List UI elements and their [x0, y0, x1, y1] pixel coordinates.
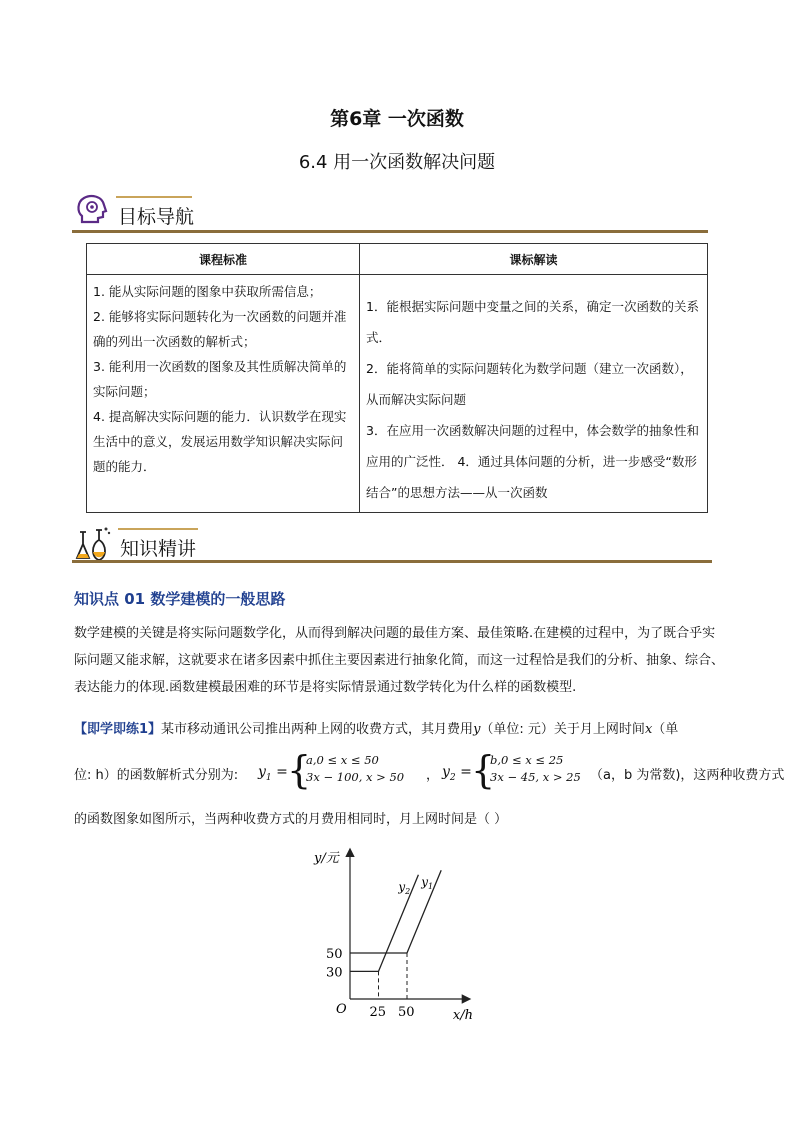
y-tick-label: 30 — [326, 965, 343, 981]
list-item: 2．能将简单的实际问题转化为数学问题（建立一次函数），从而解决实际问题 — [366, 361, 693, 407]
list-item: 1．能根据实际问题中变量之间的关系，确定一次函数的关系式． — [366, 299, 699, 345]
standards-left-cell — [87, 275, 360, 513]
list-item: 2. 能够将实际问题转化为一次函数的问题并准确的列出一次函数的解析式； — [93, 309, 347, 349]
knowledge-paragraph: 数学建模的关键是将实际问题数学化，从而得到解决问题的最佳方案、最佳策略.在建模的过程中，为了既合乎实际问题又能求解，这就要求在诸多因素中抓住主要因素进行抽象化简，而这一过程恰是我们的分析、抽象、综合、表达能力的体现.函数建模最困难的环节是将实际情景通过数学转化为什么样的函数模型. — [74, 626, 725, 695]
list-item: 1. 能从实际问题的图象中获取所需信息； — [93, 284, 322, 299]
flask-lab-icon — [74, 524, 114, 564]
origin-label: O — [336, 1002, 347, 1017]
y2-label: $y_2$ = — [442, 764, 472, 783]
banner-knowledge-label: 知识精讲 — [120, 538, 197, 560]
x-tick-label: 25 — [369, 1005, 387, 1020]
standards-table — [86, 243, 708, 513]
exercise-line-3: 的函数图象如图所示，当两种收费方式的月费用相同时，月上网时间是（ ） — [74, 812, 508, 827]
table-header-interpretation: 课标解读 — [360, 244, 708, 275]
fee-chart — [300, 842, 500, 1032]
series-label-y2: $y_2$ — [398, 879, 411, 896]
y-tick-label: 50 — [326, 947, 343, 962]
banner-goal-label: 目标导航 — [118, 206, 195, 228]
list-item: 4. 提高解决实际问题的能力．认识数学在现实生活中的意义，发展运用数学知识解决实际问题的能力． — [93, 409, 347, 474]
standards-right-cell — [360, 275, 708, 513]
exercise-tag: 【即学即练1】 — [74, 722, 162, 737]
list-item: 3. 能利用一次函数的图象及其性质解决简单的实际问题； — [93, 359, 347, 399]
x-tick-label: 50 — [398, 1005, 415, 1020]
y1-piecewise: a,0 ≤ x ≤ 50 3x − 100, x > 50 — [306, 753, 405, 784]
brain-head-icon — [74, 192, 110, 228]
chapter-title: 第6章 一次函数 — [330, 108, 464, 130]
banner-goal-navigation — [72, 188, 708, 234]
y-axis-label: y/元 — [314, 851, 339, 866]
section-title: 6.4 用一次函数解决问题 — [298, 152, 496, 173]
y2-piecewise: b,0 ≤ x ≤ 25 3x − 45, x > 25 — [490, 753, 581, 784]
exercise-line-2: 位: h）的函数解析式分别为: $y_1$ = { a,0 ≤ x ≤ 50 3x − 100, x > 50 ， $y_2$ = { b,0 ≤ x ≤ 25 3x − 45, x > 25 （a，b 为常数)，这两种收费方式 — [74, 748, 785, 792]
list-item: 3．在应用一次函数解决问题的过程中，体会数学的抽象性和应用的广泛性． 4．通过具体问题的分析，进一步感受“数形结合”的思想方法——从一次函数 — [366, 423, 699, 500]
y1-label: $y_1$ = — [258, 764, 288, 783]
series-label-y1: $y_1$ — [421, 875, 434, 892]
exercise-line-1: 【即学即练1】某市移动通讯公司推出两种上网的收费方式，其月费用y（单位: 元）关于月上网时间x（单 — [74, 722, 679, 737]
banner-knowledge — [72, 522, 712, 568]
knowledge-point-title: 知识点 01 数学建模的一般思路 — [74, 590, 286, 608]
table-header-standard: 课程标准 — [87, 244, 360, 275]
x-axis-label: x/h — [452, 1008, 473, 1023]
